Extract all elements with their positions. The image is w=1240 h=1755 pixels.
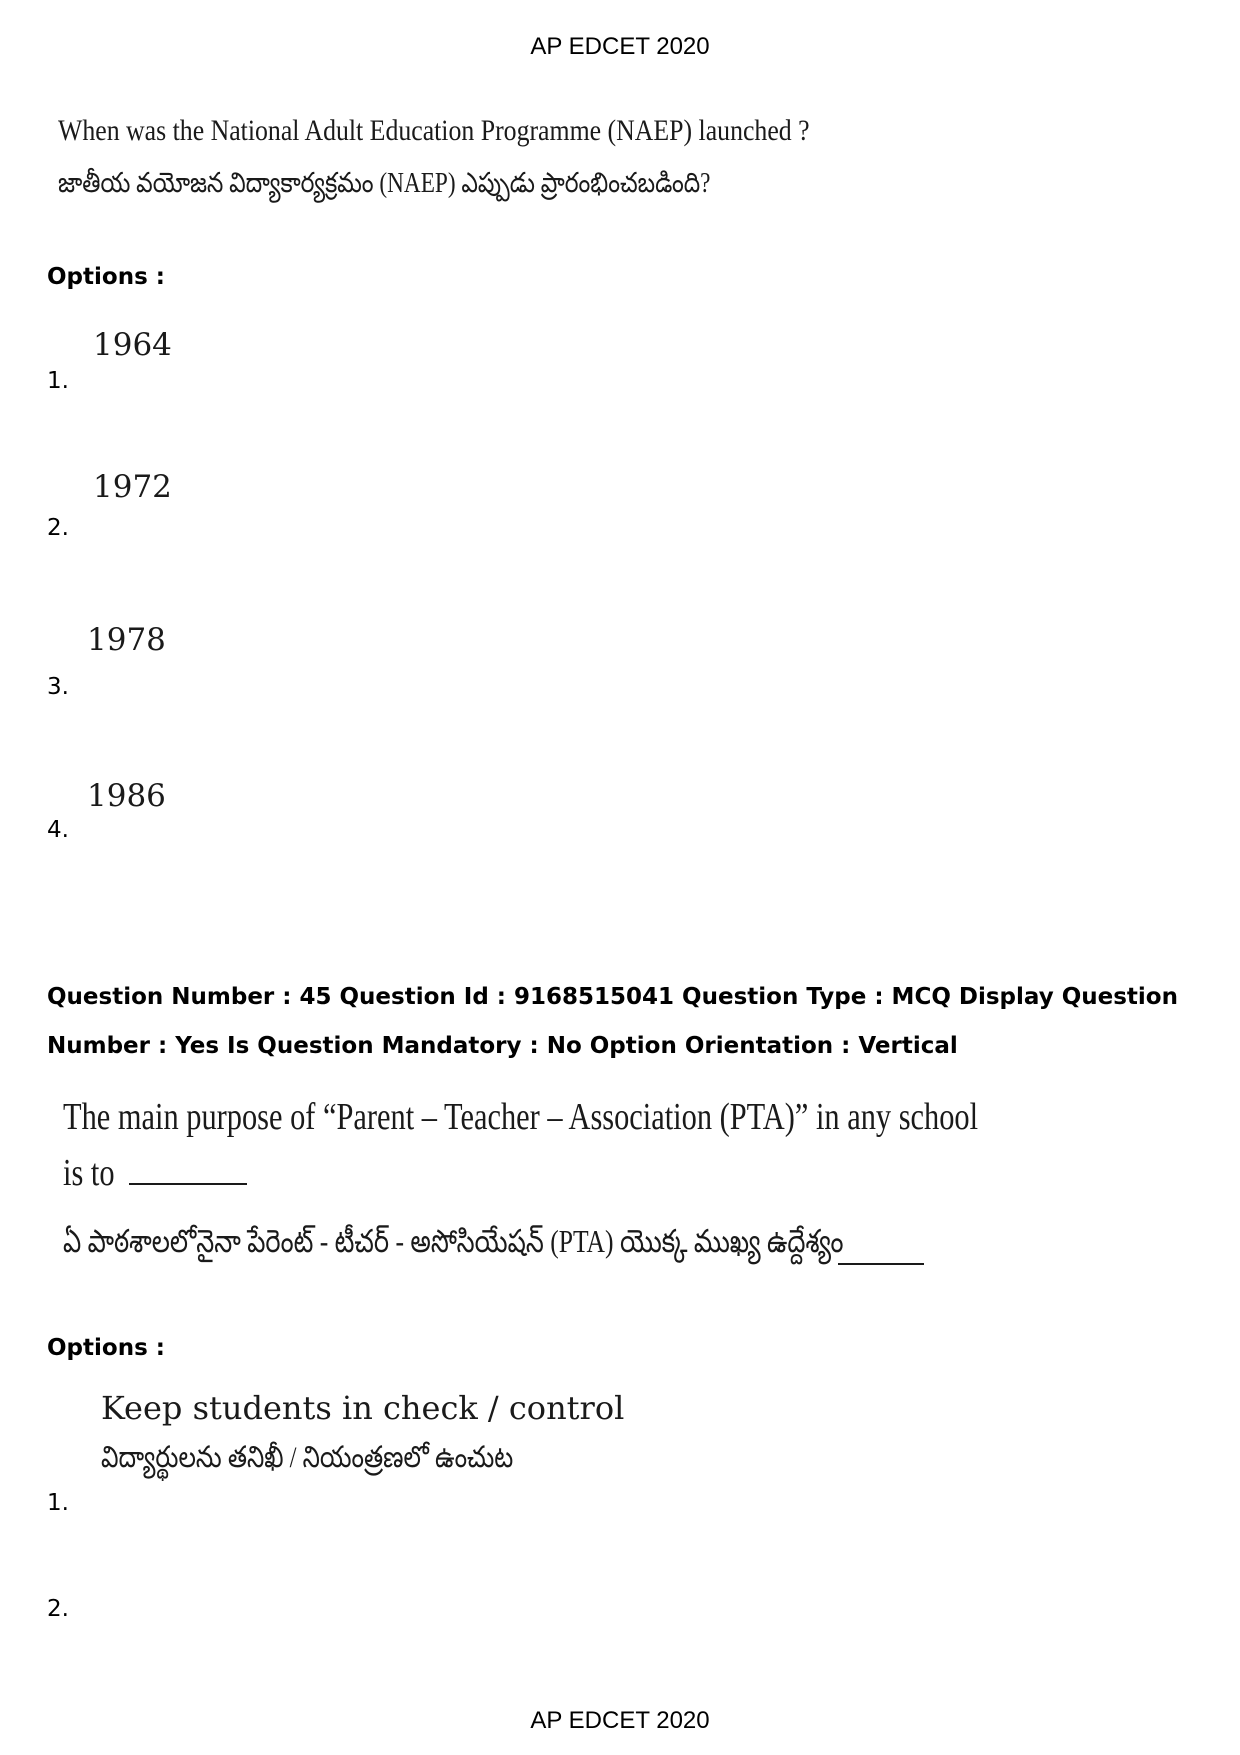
option-number: 4. <box>47 817 69 843</box>
page-header: AP EDCET 2020 <box>530 33 710 60</box>
question-text-english: When was the National Adult Education Programme (NAEP) launched ? <box>58 114 810 147</box>
page-footer: AP EDCET 2020 <box>530 1707 710 1734</box>
option-value: 1964 <box>93 327 172 363</box>
option-value: 1972 <box>93 469 172 505</box>
option-number: 3. <box>47 674 69 700</box>
answer-blank <box>129 1182 247 1185</box>
answer-blank <box>838 1262 924 1265</box>
question-meta: Number : Yes Is Question Mandatory : No Option Orientation : Vertical <box>47 1033 958 1059</box>
option-value: 1978 <box>87 622 166 658</box>
option-number: 1. <box>47 1490 69 1516</box>
options-label: Options : <box>47 1335 165 1361</box>
option-value-english: Keep students in check / control <box>101 1389 625 1427</box>
question-text-telugu: ఏ పాఠశాలలోనైనా పేరెంట్ - టీచర్ - అసోసియేషన్ (PTA) యొక్క ముఖ్య ఉద్దేశ్యం <box>63 1223 844 1259</box>
option-number: 1. <box>47 368 69 394</box>
question-text-english-line2 <box>63 1154 247 1192</box>
option-number: 2. <box>47 515 69 541</box>
option-value: 1986 <box>87 778 166 814</box>
options-label: Options : <box>47 264 165 290</box>
option-number: 2. <box>47 1596 69 1622</box>
question-text-english: The main purpose of “Parent – Teacher – Association (PTA)” in any school <box>63 1096 979 1138</box>
question-text-telugu-line <box>63 1225 1039 1257</box>
question-text-english-fragment: is to <box>63 1152 115 1194</box>
option-value-telugu: విద్యార్థులను తనిఖీ / నియంత్రణలో ఉంచుట <box>101 1441 514 1474</box>
question-meta: Question Number : 45 Question Id : 9168515041 Question Type : MCQ Display Question <box>47 984 1178 1010</box>
question-text-telugu: జాతీయ వయోజన విద్యాకార్యక్రమం (NAEP) ఎప్పుడు ప్రారంభించబడింది? <box>58 168 711 199</box>
